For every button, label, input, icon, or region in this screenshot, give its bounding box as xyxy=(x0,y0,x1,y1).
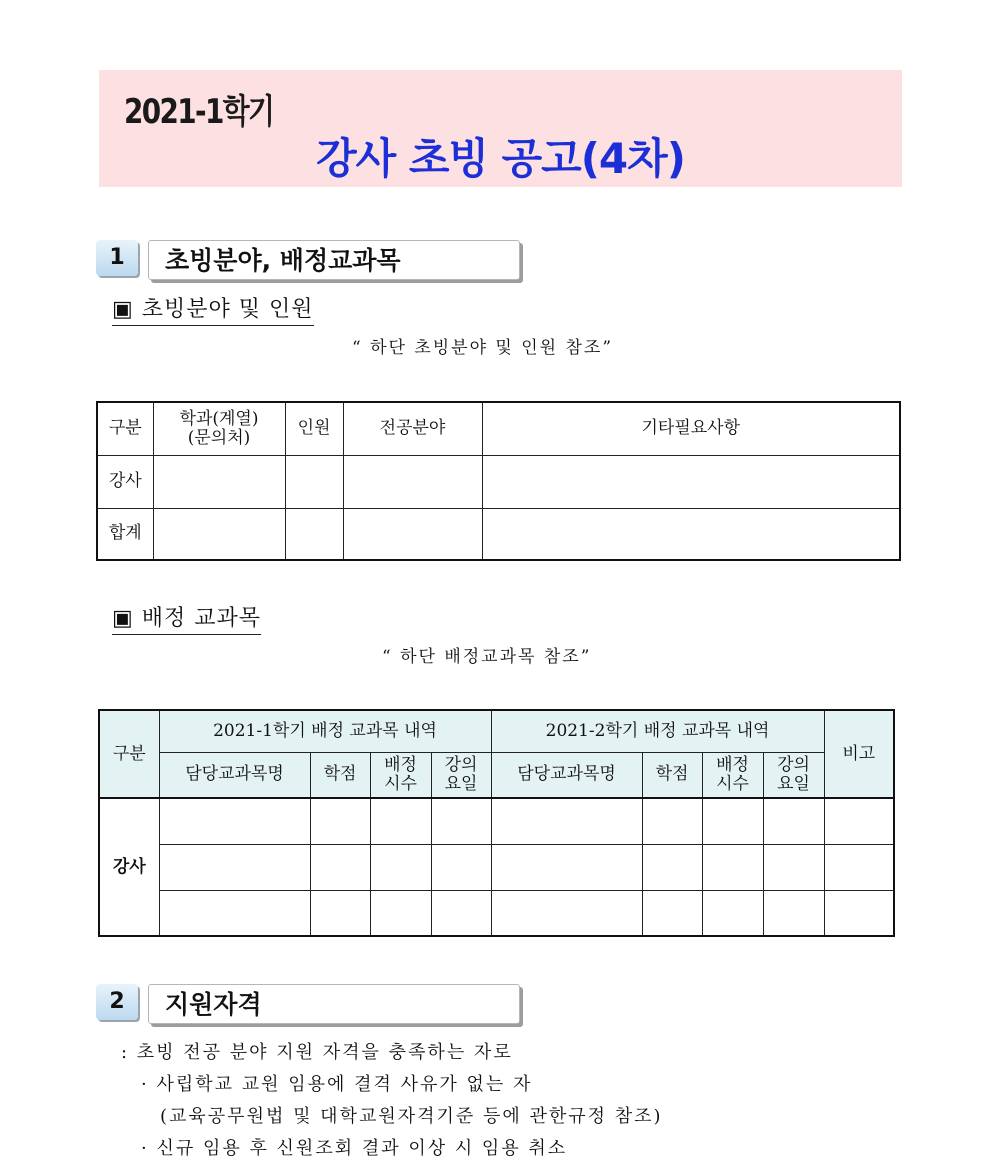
subheading-recruitment-field: ▣ 초빙분야 및 인원 xyxy=(112,292,314,326)
header-day-1: 강의 요일 xyxy=(431,752,491,798)
note-recruitment-field: “ 하단 초빙분야 및 인원 참조” xyxy=(352,338,614,358)
header-other-requirements: 기타필요사항 xyxy=(482,402,900,455)
header-hours-2: 배정 시수 xyxy=(702,752,763,798)
section-2-number: 2 xyxy=(96,984,138,1020)
table-header-row xyxy=(99,710,894,752)
qualification-line-4: · 신규 임용 후 신원조회 결과 이상 시 임용 취소 xyxy=(141,1138,568,1159)
header-subject-1: 담당교과목명 xyxy=(159,752,310,798)
table-row xyxy=(97,455,900,508)
note-assigned-courses: “ 하단 배정교과목 참조” xyxy=(382,647,592,667)
table-row xyxy=(99,890,894,936)
semester-label: 2021-1학기 xyxy=(124,92,274,132)
header-subject-2: 담당교과목명 xyxy=(491,752,642,798)
section-1-number: 1 xyxy=(96,240,138,276)
header-credit-2: 학점 xyxy=(642,752,702,798)
header-department-line2: (문의처) xyxy=(187,427,251,448)
section-1-title: 초빙분야, 배정교과목 xyxy=(148,240,520,280)
header-headcount: 인원 xyxy=(285,402,343,455)
qualification-line-1: : 초빙 전공 분야 지원 자격을 충족하는 자로 xyxy=(121,1042,513,1063)
header-2021-2-courses: 2021-2학기 배정 교과목 내역 xyxy=(491,710,824,752)
table-header-row xyxy=(97,402,900,455)
row-label-lecturer: 강사 xyxy=(99,798,159,936)
table-row xyxy=(99,798,894,844)
header-gubun: 구분 xyxy=(99,710,159,798)
header-department-line1: 학과(계열) xyxy=(179,408,259,429)
subheading-assigned-courses: ▣ 배정 교과목 xyxy=(112,601,261,635)
row-label-lecturer: 강사 xyxy=(97,455,153,508)
recruitment-field-table xyxy=(96,401,901,561)
header-major: 전공분야 xyxy=(343,402,482,455)
section-2-title: 지원자격 xyxy=(148,984,520,1024)
title-banner xyxy=(99,70,902,187)
page-title: 강사 초빙 공고(4차) xyxy=(316,134,685,183)
table-row xyxy=(99,844,894,890)
table-row xyxy=(97,508,900,560)
header-credit-1: 학점 xyxy=(310,752,370,798)
row-label-total: 합계 xyxy=(97,508,153,560)
header-remarks: 비고 xyxy=(824,710,894,798)
qualification-line-2: · 사립학교 교원 임용에 결격 사유가 없는 자 xyxy=(141,1074,533,1095)
header-2021-1-courses: 2021-1학기 배정 교과목 내역 xyxy=(159,710,491,752)
header-department xyxy=(153,402,285,455)
assigned-courses-table xyxy=(98,709,895,937)
qualification-line-3: (교육공무원법 및 대학교원자격기준 등에 관한규정 참조) xyxy=(160,1106,663,1127)
table-subheader-row xyxy=(99,752,894,798)
header-gubun: 구분 xyxy=(97,402,153,455)
header-day-2: 강의 요일 xyxy=(763,752,824,798)
header-hours-1: 배정 시수 xyxy=(370,752,431,798)
